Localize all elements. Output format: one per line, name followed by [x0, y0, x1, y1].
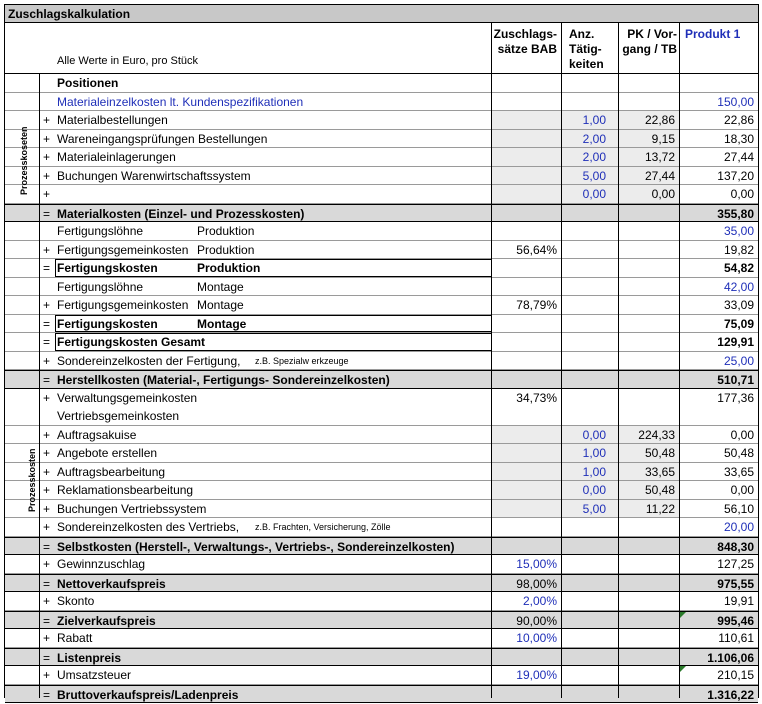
product-value: 129,91: [680, 333, 758, 352]
table-row: [5, 222, 758, 241]
table-row: [5, 148, 758, 167]
table-row: [5, 444, 758, 463]
grid-line: [39, 73, 40, 698]
row-label: Skonto: [57, 592, 487, 611]
row-operator: +: [43, 426, 57, 445]
row-label: Materialeinlagerungen: [57, 148, 487, 167]
row-label: Wareneingangsprüfungen Bestellungen: [57, 130, 487, 149]
row-operator: =: [43, 575, 57, 594]
qty-value: 1,00: [562, 111, 618, 130]
row-sublabel: Produktion: [197, 222, 397, 241]
table-row: [5, 407, 758, 426]
rate-value: 15,00%: [492, 555, 561, 574]
cell-shade: [492, 426, 561, 444]
pk-value: 13,72: [619, 148, 679, 167]
header-rate: Zuschlags- sätze BAB: [492, 27, 562, 57]
product-value: 33,65: [680, 463, 758, 482]
row-operator: =: [43, 315, 57, 334]
row-label: Selbstkosten (Herstell-, Verwaltungs-, Vertriebs-, Sondereinzelkosten): [57, 538, 487, 557]
header-note: Alle Werte in Euro, pro Stück: [57, 55, 198, 67]
table-row: [5, 592, 758, 611]
product-value: 42,00: [680, 278, 758, 297]
pk-value: 22,86: [619, 111, 679, 130]
product-value: 19,91: [680, 592, 758, 611]
table-row: [5, 629, 758, 648]
product-value: 150,00: [680, 93, 758, 112]
qty-value: 5,00: [562, 167, 618, 186]
row-label: Zielverkaufspreis: [57, 612, 487, 631]
product-value: 20,00: [680, 518, 758, 537]
pk-value: 50,48: [619, 481, 679, 500]
cell-shade: [492, 111, 561, 129]
row-label: Sondereinzelkosten der Fertigung,: [57, 352, 487, 371]
row-sublabel: Produktion: [197, 259, 397, 278]
row-operator: +: [43, 296, 57, 315]
row-label: Fertigungskosten: [57, 315, 197, 334]
header-pk: PK / Vor- gang / TB: [619, 27, 681, 57]
row-label: Fertigungskosten Gesamt: [57, 333, 487, 352]
cell-shade: [492, 463, 561, 481]
pk-value: 9,15: [619, 130, 679, 149]
table-row: [5, 111, 758, 130]
subtotal-frame: [55, 315, 491, 333]
row-note: z.B. Spezialw erkzeuge: [255, 352, 485, 371]
product-value: 975,55: [680, 575, 758, 594]
row-operator: =: [43, 649, 57, 668]
row-sublabel: Produktion: [197, 241, 397, 260]
grid-line: [618, 23, 619, 698]
row-label: Fertigungsgemeinkosten: [57, 241, 197, 260]
row-operator: +: [43, 148, 57, 167]
sheet-title: Zuschlagskalkulation: [5, 5, 758, 23]
header-product: Produkt 1: [681, 27, 758, 42]
product-value: 995,46: [680, 612, 758, 631]
rate-value: 98,00%: [492, 575, 561, 594]
cell-shade: [492, 444, 561, 462]
product-value: 18,30: [680, 130, 758, 149]
qty-value: 0,00: [562, 481, 618, 500]
table-row: [5, 370, 758, 389]
row-label: Angebote erstellen: [57, 444, 487, 463]
table-row: [5, 241, 758, 260]
rate-value: 19,00%: [492, 666, 561, 685]
product-value: 33,09: [680, 296, 758, 315]
row-label: Fertigungskosten: [57, 259, 197, 278]
table-row: [5, 537, 758, 556]
row-operator: +: [43, 481, 57, 500]
table-row: [5, 666, 758, 685]
product-value: 22,86: [680, 111, 758, 130]
product-value: 127,25: [680, 555, 758, 574]
row-operator: =: [43, 686, 57, 704]
row-label: Reklamationsbearbeitung: [57, 481, 487, 500]
table-row: [5, 259, 758, 278]
cell-shade: [492, 185, 561, 203]
product-value: 1.316,22: [680, 686, 758, 704]
row-label: Bruttoverkaufspreis/Ladenpreis: [57, 686, 487, 704]
qty-value: 5,00: [562, 500, 618, 519]
grid-line: [561, 23, 562, 698]
row-label: Nettoverkaufspreis: [57, 575, 487, 594]
row-operator: =: [43, 371, 57, 390]
cell-shade: [492, 167, 561, 185]
row-operator: +: [43, 463, 57, 482]
qty-value: 2,00: [562, 130, 618, 149]
row-operator: +: [43, 629, 57, 648]
grid-line: [5, 73, 758, 74]
row-sublabel: Montage: [197, 296, 397, 315]
row-label: Positionen: [57, 74, 487, 93]
row-operator: =: [43, 538, 57, 557]
product-value: 110,61: [680, 629, 758, 648]
pk-value: 50,48: [619, 444, 679, 463]
row-note: z.B. Frachten, Versicherung, Zölle: [255, 518, 485, 537]
qty-value: 1,00: [562, 463, 618, 482]
product-value: 27,44: [680, 148, 758, 167]
table-row: [5, 74, 758, 93]
product-value: 210,15: [680, 666, 758, 685]
pk-value: 27,44: [619, 167, 679, 186]
product-value: 35,00: [680, 222, 758, 241]
product-value: 54,82: [680, 259, 758, 278]
row-operator: +: [43, 444, 57, 463]
pk-value: 11,22: [619, 500, 679, 519]
row-operator: +: [43, 389, 57, 408]
rate-value: 56,64%: [492, 241, 561, 260]
cell-shade: [492, 148, 561, 166]
product-value: 0,00: [680, 185, 758, 204]
spreadsheet: [4, 4, 759, 698]
header-row: [5, 23, 758, 73]
product-value: 50,48: [680, 444, 758, 463]
rate-value: 34,73%: [492, 389, 561, 408]
table-row: [5, 315, 758, 334]
row-operator: =: [43, 612, 57, 631]
cell-comment-marker: [680, 612, 686, 618]
row-label: Gewinnzuschlag: [57, 555, 487, 574]
row-label: Umsatzsteuer: [57, 666, 487, 685]
row-label: Fertigungslöhne: [57, 278, 197, 297]
product-value: 177,36: [680, 389, 758, 408]
table-row: [5, 278, 758, 297]
row-operator: +: [43, 185, 57, 204]
table-row: [5, 93, 758, 112]
row-operator: +: [43, 592, 57, 611]
table-row: [5, 518, 758, 537]
row-label: Auftragsbearbeitung: [57, 463, 487, 482]
table-row: [5, 130, 758, 149]
table-row: [5, 352, 758, 371]
table-row: [5, 167, 758, 186]
rate-value: 2,00%: [492, 592, 561, 611]
rate-value: 78,79%: [492, 296, 561, 315]
row-label: Rabatt: [57, 629, 487, 648]
row-label: Verwaltungsgemeinkosten: [57, 389, 487, 408]
grid-line: [679, 23, 680, 698]
table-row: [5, 685, 758, 704]
product-value: 355,80: [680, 205, 758, 224]
row-operator: +: [43, 130, 57, 149]
table-row: [5, 296, 758, 315]
row-label: Sondereinzelkosten des Vertriebs,: [57, 518, 487, 537]
subtotal-frame: [55, 333, 491, 351]
row-label: Buchungen Warenwirtschaftssystem: [57, 167, 487, 186]
product-value: 137,20: [680, 167, 758, 186]
table-row: [5, 426, 758, 445]
qty-value: 0,00: [562, 185, 618, 204]
product-value: 0,00: [680, 481, 758, 500]
product-value: 19,82: [680, 241, 758, 260]
qty-value: 2,00: [562, 148, 618, 167]
row-operator: +: [43, 555, 57, 574]
table-row: [5, 555, 758, 574]
product-value: 848,30: [680, 538, 758, 557]
grid-line: [491, 23, 492, 698]
row-label: Materialeinzelkosten lt. Kundenspezifikationen: [57, 93, 487, 112]
side-label-top: Prozesskoseten: [19, 126, 29, 195]
row-label: Materialkosten (Einzel- und Prozesskosten): [57, 205, 487, 224]
table-row: [5, 463, 758, 482]
product-value: 1.106,06: [680, 649, 758, 668]
qty-value: 1,00: [562, 444, 618, 463]
table-row: [5, 500, 758, 519]
row-operator: +: [43, 500, 57, 519]
row-operator: =: [43, 333, 57, 352]
row-operator: +: [43, 111, 57, 130]
table-row: [5, 611, 758, 630]
product-value: 510,71: [680, 371, 758, 390]
row-operator: +: [43, 167, 57, 186]
cell-shade: [492, 130, 561, 148]
table-row: [5, 333, 758, 352]
product-value: 56,10: [680, 500, 758, 519]
rate-value: 90,00%: [492, 612, 561, 631]
row-label: Materialbestellungen: [57, 111, 487, 130]
cell-shade: [492, 481, 561, 499]
table-row: [5, 648, 758, 667]
row-label: Auftragsakuise: [57, 426, 487, 445]
row-label: Fertigungslöhne: [57, 222, 197, 241]
qty-value: 0,00: [562, 426, 618, 445]
cell-shade: [492, 500, 561, 518]
table-row: [5, 185, 758, 204]
header-qty: Anz. Tätig- keiten: [565, 27, 619, 72]
row-label: Vertriebsgemeinkosten: [57, 407, 487, 426]
row-operator: +: [43, 666, 57, 685]
row-operator: =: [43, 205, 57, 224]
product-value: 25,00: [680, 352, 758, 371]
pk-value: 224,33: [619, 426, 679, 445]
product-value: 0,00: [680, 426, 758, 445]
row-label: Buchungen Vertriebssystem: [57, 500, 487, 519]
row-label: Listenpreis: [57, 649, 487, 668]
table-row: [5, 574, 758, 593]
row-operator: +: [43, 352, 57, 371]
row-operator: +: [43, 518, 57, 537]
row-sublabel: Montage: [197, 278, 397, 297]
row-label: Fertigungsgemeinkosten: [57, 296, 197, 315]
pk-value: 0,00: [619, 185, 679, 204]
pk-value: 33,65: [619, 463, 679, 482]
table-row: [5, 204, 758, 223]
side-label-bottom: Prozesskosten: [27, 448, 37, 512]
subtotal-frame: [55, 259, 491, 277]
table-row: [5, 389, 758, 408]
row-operator: +: [43, 241, 57, 260]
table-row: [5, 481, 758, 500]
rate-value: 10,00%: [492, 629, 561, 648]
row-label: Herstellkosten (Material-, Fertigungs- Sondereinzelkosten): [57, 371, 487, 390]
product-value: 75,09: [680, 315, 758, 334]
row-sublabel: Montage: [197, 315, 397, 334]
row-operator: =: [43, 259, 57, 278]
cell-comment-marker: [680, 666, 686, 672]
